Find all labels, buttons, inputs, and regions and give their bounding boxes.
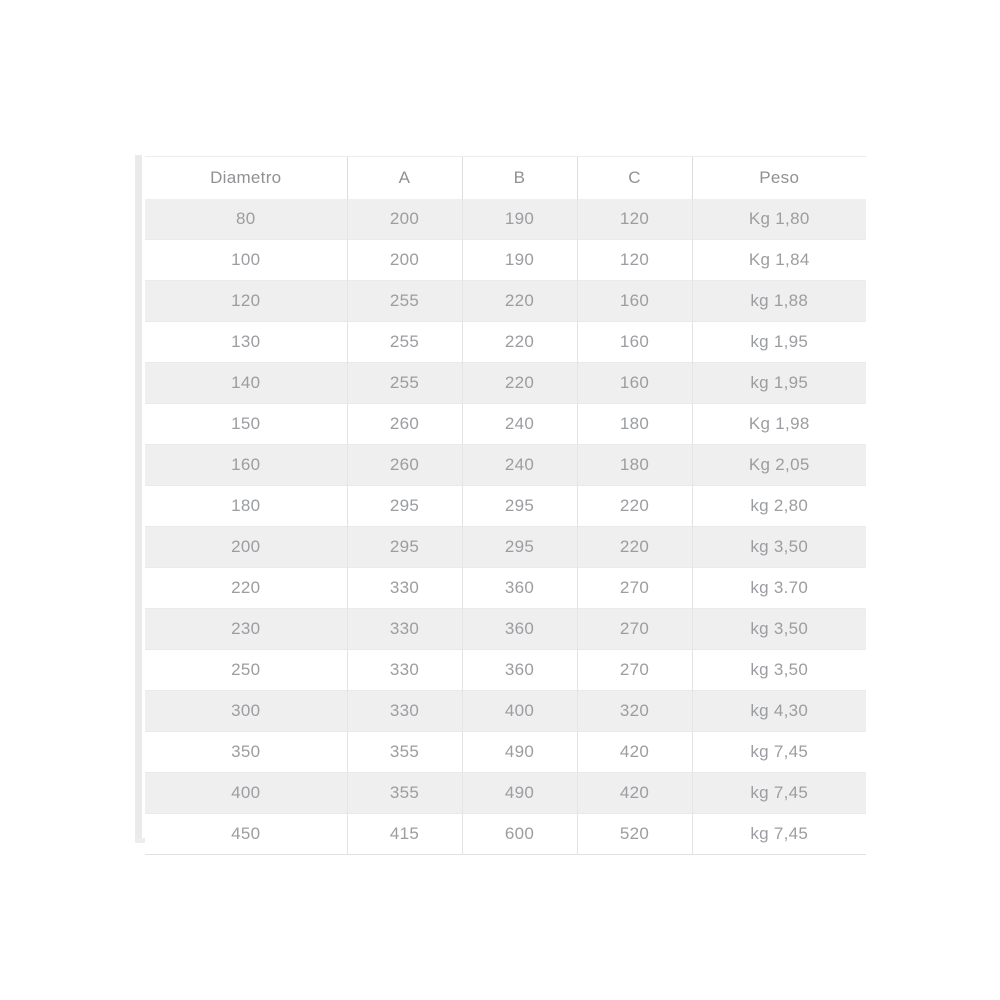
table-cell: 270 [577,609,692,650]
table-cell: 270 [577,568,692,609]
table-row [145,568,866,609]
table-cell: 420 [577,773,692,814]
table-cell: 220 [231,578,261,597]
table-row [145,404,866,445]
table-cell: 400 [231,783,261,802]
table-row [145,691,866,732]
table-cell: 160 [577,281,692,322]
left-edge-strip [135,155,142,843]
table-cell: 160 [231,455,261,474]
table-cell: 120 [577,199,692,240]
table-cell: 240 [462,445,577,486]
table-cell: 295 [347,527,462,568]
table-cell: 490 [462,732,577,773]
table-cell: Kg 1,98 [692,404,866,445]
table-cell: 230 [231,619,261,638]
table-cell: 200 [347,199,462,240]
table-cell: kg 7,45 [692,814,866,855]
table-cell: kg 3.70 [692,568,866,609]
table-cell: 220 [462,363,577,404]
table-cell: 220 [462,281,577,322]
table-cell: kg 3,50 [692,527,866,568]
table-cell: Kg 1,84 [692,240,866,281]
table-cell: kg 2,80 [692,486,866,527]
table-cell: 490 [462,773,577,814]
table-cell: 400 [462,691,577,732]
table-cell: 255 [347,322,462,363]
table-cell: 360 [462,568,577,609]
table-cell: 350 [231,742,261,761]
table-cell: 520 [577,814,692,855]
table-cell: 255 [347,281,462,322]
table-cell: 180 [577,445,692,486]
table-row [145,732,866,773]
column-header-a: A [347,157,462,200]
table-cell: 360 [462,609,577,650]
column-header-b: B [462,157,577,200]
table-cell: 200 [347,240,462,281]
table-cell: 160 [577,363,692,404]
table-body [145,199,866,855]
table-cell: 140 [231,373,261,392]
table-cell: kg 3,50 [692,609,866,650]
table-cell: 450 [231,824,261,843]
table-cell: Kg 1,80 [692,199,866,240]
table-header [145,157,866,200]
table-cell: kg 7,45 [692,732,866,773]
table-cell: 120 [577,240,692,281]
table-cell: 320 [577,691,692,732]
column-header-peso: Peso [692,157,866,200]
table-row [145,486,866,527]
table-cell: 220 [462,322,577,363]
column-header-c: C [577,157,692,200]
table-cell: 260 [347,445,462,486]
table-cell: kg 4,30 [692,691,866,732]
table-cell: 220 [577,486,692,527]
table-cell: 600 [462,814,577,855]
table-cell: 160 [577,322,692,363]
table-cell: 190 [462,199,577,240]
table-cell: kg 1,95 [692,363,866,404]
table-row [145,650,866,691]
table-row [145,281,866,322]
table-cell: 120 [231,291,261,310]
table-cell: 250 [231,660,261,679]
table-cell: 330 [347,691,462,732]
table-row [145,240,866,281]
table-cell: 330 [347,609,462,650]
table-cell: 415 [347,814,462,855]
table-header-row [145,157,866,200]
table-cell: 270 [577,650,692,691]
table-cell: 295 [347,486,462,527]
table-row [145,322,866,363]
table-cell: 295 [462,486,577,527]
table-cell: 80 [235,209,256,228]
table-cell: 190 [462,240,577,281]
table-row [145,814,866,855]
table-cell: kg 7,45 [692,773,866,814]
table-cell: 130 [231,332,261,351]
spec-table [145,156,866,855]
table-cell: Kg 2,05 [692,445,866,486]
table-cell: kg 1,88 [692,281,866,322]
table-cell: 295 [462,527,577,568]
table-cell: kg 1,95 [692,322,866,363]
table-cell: 300 [231,701,261,720]
table-cell: 360 [462,650,577,691]
table-cell: 330 [347,650,462,691]
table-cell: 355 [347,732,462,773]
table-cell: 260 [347,404,462,445]
table-cell: 150 [231,414,261,433]
table-row [145,445,866,486]
table-cell: 100 [231,250,261,269]
table-cell: 180 [577,404,692,445]
table-row [145,609,866,650]
column-header-diametro: Diametro [145,157,347,200]
table-cell: 240 [462,404,577,445]
table-cell: 180 [231,496,261,515]
table-row [145,199,866,240]
table-cell: kg 3,50 [692,650,866,691]
table-cell: 330 [347,568,462,609]
table-cell: 255 [347,363,462,404]
table-cell: 220 [577,527,692,568]
table-row [145,363,866,404]
table-row [145,773,866,814]
table-cell: 355 [347,773,462,814]
table-cell: 420 [577,732,692,773]
table-cell: 200 [231,537,261,556]
table-row [145,527,866,568]
